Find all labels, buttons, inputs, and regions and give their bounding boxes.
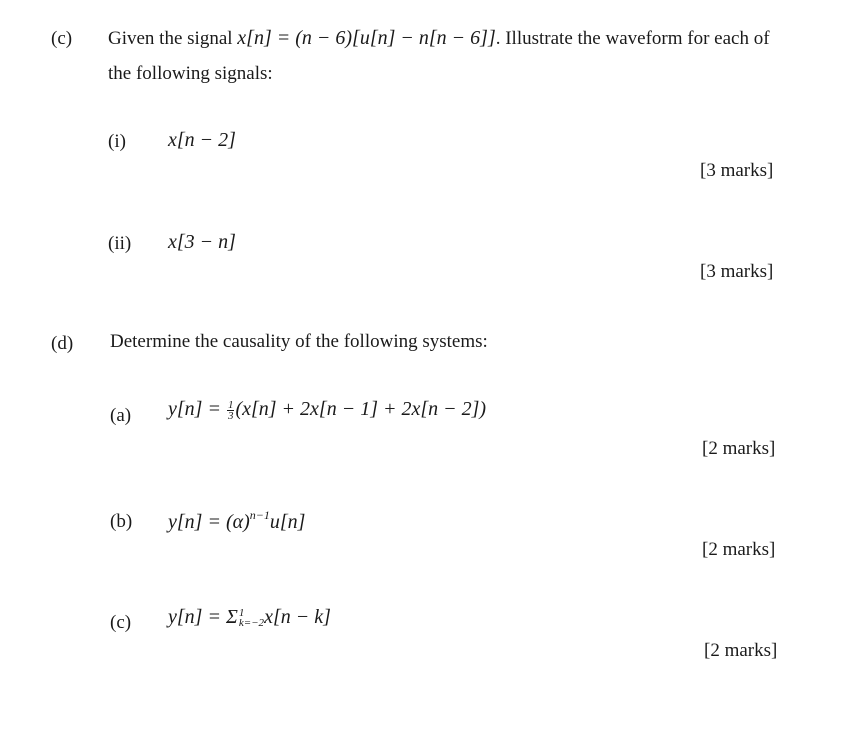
- signal-equation: x[n] = (n − 6)[u[n] − n[n − 6]]: [237, 27, 496, 49]
- part-c-item-ii-marks: [3 marks]: [700, 261, 774, 282]
- item-c-rhs: x[n − k]: [264, 606, 331, 628]
- part-d-item-a-expr: [168, 398, 486, 421]
- part-c-intro-prefix: Given the signal: [108, 28, 238, 49]
- part-c-intro-suffix: . Illustrate the waveform for each of: [495, 28, 770, 49]
- part-c-item-ii-expr: x[3 − n]: [168, 231, 236, 253]
- item-b-exponent: n−1: [249, 508, 270, 522]
- item-a-frac-den: 3: [227, 409, 234, 422]
- item-a-fraction: [227, 400, 235, 421]
- part-c-intro-line1: [108, 27, 770, 50]
- part-c-intro-line2: the following signals:: [108, 63, 273, 84]
- item-a-lhs: y[n] =: [168, 398, 226, 420]
- item-b-lhs: y[n] = (α): [168, 511, 250, 533]
- part-c-item-i-marks: [3 marks]: [700, 160, 774, 181]
- item-c-sum-lower: k=−2: [238, 617, 265, 630]
- part-c-item-i-label: (i): [108, 131, 126, 152]
- part-d-item-b-marks: [2 marks]: [702, 539, 776, 560]
- part-c-item-ii-label: (ii): [108, 233, 132, 254]
- item-c-sum-upper: 1: [238, 607, 245, 620]
- part-c-label: (c): [51, 28, 73, 49]
- part-d-item-c-label: (c): [110, 612, 132, 633]
- part-d-item-c-marks: [2 marks]: [704, 640, 778, 661]
- part-d-item-b-expr: [168, 508, 305, 534]
- part-d-label: (d): [51, 333, 74, 354]
- part-d-item-b-label: (b): [110, 511, 133, 532]
- item-b-rhs: u[n]: [269, 511, 306, 533]
- part-d-item-c-expr: [168, 606, 331, 629]
- part-d-item-a-label: (a): [110, 405, 132, 426]
- item-c-lhs: y[n] = Σ: [168, 606, 238, 628]
- part-d-item-a-marks: [2 marks]: [702, 438, 776, 459]
- item-c-sum-limits: [239, 608, 264, 628]
- part-d-intro: Determine the causality of the following systems:: [110, 331, 488, 352]
- item-a-rhs: (x[n] + 2x[n − 1] + 2x[n − 2]): [235, 398, 487, 420]
- part-c-item-i-expr: x[n − 2]: [168, 129, 236, 151]
- item-a-frac-num: 1: [227, 398, 234, 411]
